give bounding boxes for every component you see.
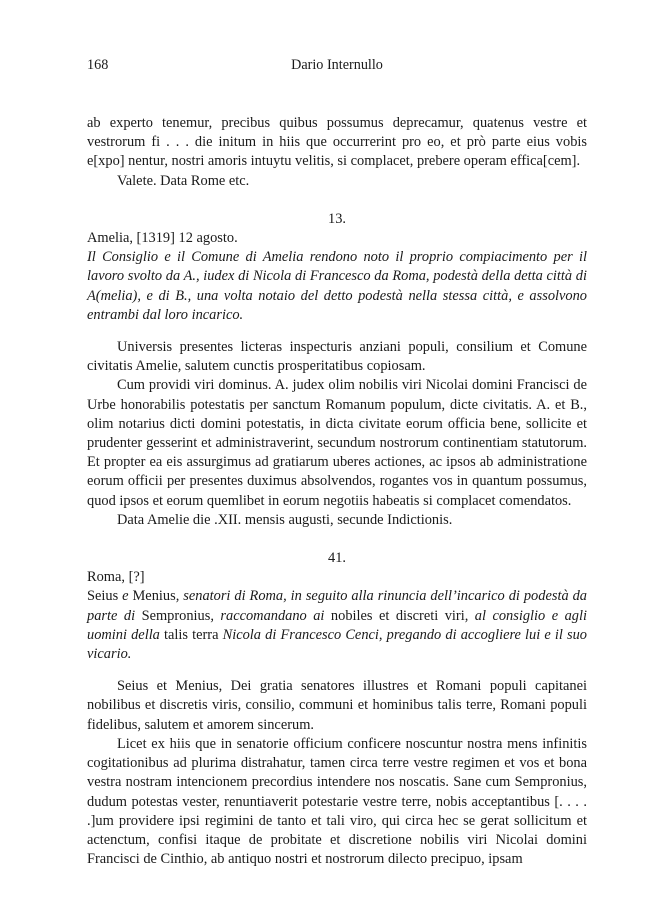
continuation-closing: Valete. Data Rome etc.: [117, 172, 250, 189]
regest-fragment: Sempronius: [141, 607, 211, 624]
document-paragraph: Seius et Menius, Dei gratia senatores illustres et Romani populi capitanei nobilibus et discretis viris, consilio, communi et hominibus talis terre, Romani populi fidelibus, salutem et amorem sincerum.: [87, 678, 587, 733]
document-number: 41.: [328, 550, 346, 567]
document-paragraph: Cum providi viri dominus. A. judex olim nobilis viri Nicolai domini Francisci de Urbe honorabilis potestatis per sanctum Romanum populum, dicte civitatis. A. et B., olim notarius dicti domini potestatis, in dicta civitate eorum officia bene, sollicite et prudenter gesserint et administraverint, secundum nostrorum continentiam statutorum. Et propter ea eis assurgimus ad gratiarum uberes actiones, ac ipsos ab administratione eorum officii per presentes duximus absolvendos, rogantes vos in quantum possumus, quod ipsos et eorum quemlibet in eorum negotiis habeatis si complacet comendatos.: [87, 377, 587, 509]
regest-fragment: talis terra: [164, 626, 219, 643]
document-regest: Il Consiglio e il Comune di Amelia rendono noto il proprio compiacimento per il lavoro svolto da A., iudex di Nicola di Francesco da Roma, podestà della detta città di A(melia), e di B., una volta notaio del detto podestà nella stessa città, e assolvono entrambi dal loro incarico.: [87, 249, 587, 323]
document-number: 13.: [328, 210, 346, 227]
regest-fragment: , senatori di Roma, in seguito alla rinuncia dell’incarico di podestà da parte di: [87, 588, 587, 624]
book-page: [87, 56, 587, 869]
document-41: [87, 549, 587, 869]
regest-fragment: Menius: [132, 588, 176, 605]
regest-fragment: , raccomandano ai: [210, 607, 331, 624]
regest-fragment: , al consiglio e agli uomini della: [87, 607, 587, 643]
document-place-date: Amelia, [1319] 12 agosto.: [87, 230, 238, 247]
running-head: [87, 56, 587, 82]
regest-fragment: e: [122, 588, 133, 605]
document-13: [87, 210, 587, 530]
document-place-date: Roma, [?]: [87, 569, 145, 586]
regest-fragment: Seius: [87, 588, 123, 605]
regest-fragment: nobiles et discreti viri: [330, 607, 465, 624]
page-number: 168: [87, 57, 109, 73]
document-dating-clause: Data Amelie die .XII. mensis augusti, secunde Indictionis.: [117, 511, 453, 528]
document-paragraph: Licet ex hiis que in senatorie officium conficere noscuntur nostra mens infinitis cogitationibus ad plurima distrahatur, tamen circa terre vestre regimen et vos et bona vestra nostram intencionem precordius intendere nos noscatis. Sane cum Sempronius, dudum potestas vester, renuntiaverit potestarie vestre terre, nobis acceptantibus [. . . . .]um providere ipsi regimini de tanto et tali viro, qui circa hec se gerat sollicitum et actenctum, confisi itaque de probitate et discretione nobilis viri Nicolai domini Francisci de Cinthio, ab antiquo nostri et nostrorum dilecto precipuo, ipsam: [87, 735, 587, 868]
document-regest: [87, 587, 587, 664]
document-paragraph: Universis presentes licteras inspecturis anziani populi, consilium et Comune civitatis Amelie, salutem cunctis prosperitatibus copiosam.: [87, 339, 587, 375]
running-title: Dario Internullo: [291, 57, 383, 73]
continuation-paragraph: ab experto tenemur, precibus quibus possumus deprecamur, quatenus vestre et vestrorum fi . . . die initum in hiis que occurrerint pro eo, et prò parte eius vobis e[xpo] nentur, nostri amoris intuytu velitis, si complacet, prebere operam effica[cem].: [87, 115, 587, 170]
regest-fragment: Nicola di Francesco Cenci, pregando di accogliere lui e il suo vicario.: [87, 626, 588, 663]
